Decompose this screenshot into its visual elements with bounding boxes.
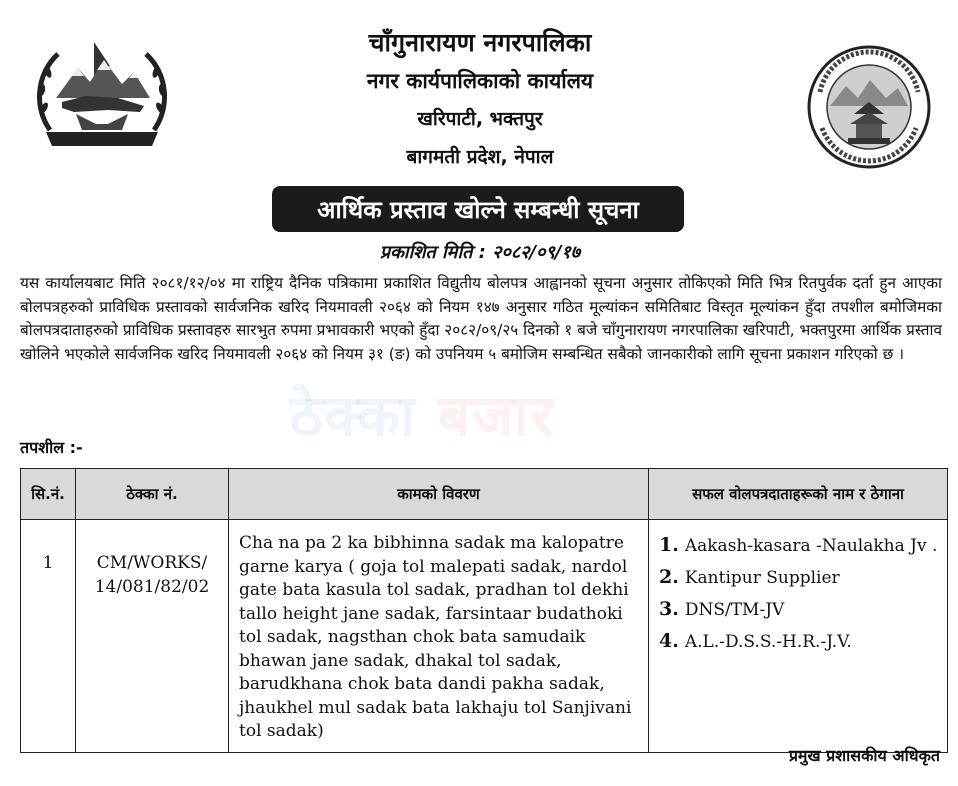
municipality-name: चाँगुनारायण नगरपालिका (368, 28, 592, 57)
header-successful-bidders: सफल वोलपत्रदाताहरूको नाम र ठेगाना (649, 469, 948, 520)
bidder-name: Kantipur Supplier (684, 568, 840, 588)
bidder-number: 3. (659, 598, 679, 620)
bidder-item (659, 594, 939, 626)
bidder-name: Aakash-kasara -Naulakha Jv . (684, 536, 938, 556)
watermark-part2: बजार (438, 384, 556, 449)
cell-bidders (649, 520, 948, 753)
province-country: बागमती प्रदेश, नेपाल (406, 146, 554, 168)
bidder-item (659, 530, 939, 562)
table-row (21, 520, 948, 753)
bidder-item (659, 626, 939, 658)
bidder-number: 1. (659, 534, 679, 556)
notice-title: आर्थिक प्रस्ताव खोल्ने सम्बन्धी सूचना (272, 186, 684, 232)
header-serial-no: सि.नं. (21, 469, 76, 520)
header-work-description: कामको विवरण (229, 469, 649, 520)
signatory-title: प्रमुख प्रशासकीय अधिकृत (788, 746, 940, 765)
tender-table (20, 468, 948, 753)
table-header-row (21, 469, 948, 520)
watermark (290, 376, 555, 452)
cell-serial-no: 1 (21, 520, 76, 753)
cell-contract-no: CM/WORKS/ 14/081/82/02 (76, 520, 229, 753)
office-address: खरिपाटी, भक्तपुर (417, 108, 543, 130)
watermark-part1: ठेक्का (290, 384, 417, 449)
bidder-name: DNS/TM-JV (684, 600, 785, 620)
office-name: नगर कार्यपालिकाको कार्यालय (366, 69, 594, 93)
notice-body: यस कार्यालयबाट मिति २०८१/१२/०४ मा राष्ट्रिय दैनिक पत्रिकामा प्रकाशित विद्युतीय बोलपत्र आह्वानको सूचना अनुसार तोकिएको मिति भित्र रितपुर्वक दर्ता हुन आएका बोलपत्रहरुको प्राविधिक प्रस्तावको सार्वजनिक खरिद नियमावली २०६४ को नियम १४७ अनुसार गठित मूल्यांकन समितिबाट विस्तृत मूल्यांकन हुँदा तपशील बमोजिमका बोलपत्रदाताहरुको प्राविधिक प्रस्तावहरु सारभुत रुपमा प्रभावकारी भएको हुँदा २०८२/०९/२५ दिनको १ बजे चाँगुनारायण नगरपालिका खरिपाटी, भक्तपुरमा आर्थिक प्रस्ताव खोलिने भएकोले सार्वजनिक खरिद नियमावली २०६४ को नियम ३१ (ङ) को उपनियम ५ बमोजिम सम्बन्धित सबैको जानकारीको लागि सूचना प्रकाशन गरिएको छ । (20, 274, 942, 363)
office-header (200, 24, 760, 176)
bidder-item (659, 562, 939, 594)
nepal-coat-of-arms-icon (32, 38, 172, 150)
bidder-name: A.L.-D.S.S.-H.R.-J.V. (684, 632, 852, 652)
cell-work-description: Cha na pa 2 ka bibhinna sadak ma kalopatre garne karya ( goja tol malepati sadak, nardol gate bata kasula tol sadak, pradhan tol dekhi tallo height jane sadak, farsintaar budathoki tol sadak, nagsthan chok bata samudaik bhawan jane sadak, dhakal tol sadak, barudkhana chok bata dandi pakha sadak, jhaukhel mul sadak bata lakhaju tol Sanjivani tol sadak) (229, 520, 649, 753)
bidder-number: 4. (659, 630, 679, 652)
changunarayan-municipality-seal-icon (806, 44, 932, 170)
details-label: तपशील :- (20, 438, 83, 457)
header-contract-no: ठेक्का नं. (76, 469, 229, 520)
bidder-number: 2. (659, 566, 679, 588)
published-date: प्रकाशित मिति : २०८२/०९/१७ (379, 242, 581, 263)
